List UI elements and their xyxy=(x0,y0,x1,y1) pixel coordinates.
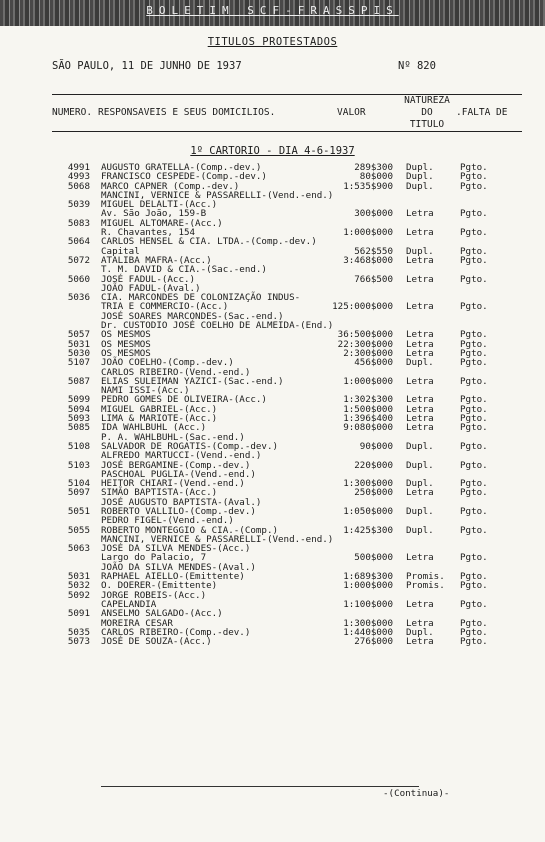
row-party: ROBERTO VALLILO-(Comp.-dev.) xyxy=(101,505,256,517)
row-nature: Letra xyxy=(406,617,434,629)
row-nature: Letra xyxy=(406,636,434,648)
row-reason: Pgto. xyxy=(460,357,488,369)
row-number: 5064 xyxy=(67,236,90,248)
row-value: 1:440$000 xyxy=(343,626,393,638)
col-header-numero: NUMERO. xyxy=(52,107,93,118)
row-nature: Dupl. xyxy=(406,180,434,192)
row-reason: Pgto. xyxy=(460,171,488,183)
row-value: 1:100$000 xyxy=(343,598,393,610)
footer-rule xyxy=(101,786,419,787)
row-party: PEDRO GOMES DE OLIVEIRA-(Acc.) xyxy=(101,394,267,406)
row-nature: Dupl. xyxy=(406,162,434,173)
row-number: 5107 xyxy=(67,357,90,369)
row-party: TRIA E COMMERCIO-(Acc.) xyxy=(101,301,229,313)
row-party: CARLOS HENSEL & CIA. LTDA.-(Comp.-dev.) xyxy=(101,236,317,248)
row-party: PASCHOAL PUGLIA-(Vend.-end.) xyxy=(101,468,256,480)
row-value: 9:080$000 xyxy=(343,422,393,434)
row-number: 5072 xyxy=(67,254,90,266)
row-party: OS MESMOS xyxy=(101,338,151,350)
row-party: Dr. CUSTODIO JOSÉ COELHO DE ALMEIDA-(End.) xyxy=(101,320,334,332)
row-party: HEITOR CHIARI-(Vend.-end.) xyxy=(101,478,245,490)
row-party: MIGUEL ALTOMARE-(Acc.) xyxy=(101,217,223,229)
row-number: 5094 xyxy=(67,403,90,415)
row-number: 5051 xyxy=(67,505,90,517)
row-party: RAPHAEL AIELLO-(Emittente) xyxy=(101,571,245,583)
row-party: CARLOS RIBEIRO-(Comp.-dev.) xyxy=(101,626,251,638)
list-item xyxy=(0,377,545,386)
list-item xyxy=(0,358,545,367)
row-reason: Pgto. xyxy=(460,552,488,564)
row-value: 300$000 xyxy=(354,208,393,220)
row-number: 5085 xyxy=(67,422,90,434)
row-nature: Letra xyxy=(406,273,434,285)
row-party: ANSELMO SALGADO-(Acc.) xyxy=(101,608,223,620)
row-party: AUGUSTO GRATELLA-(Comp.-dev.) xyxy=(101,162,262,173)
row-nature: Letra xyxy=(406,254,434,266)
row-reason: Pgto. xyxy=(460,347,488,359)
row-reason: Pgto. xyxy=(460,394,488,406)
row-number: 5091 xyxy=(67,608,90,620)
row-value: 1:500$000 xyxy=(343,403,393,415)
list-item xyxy=(0,507,545,516)
page-subtitle: TITULOS PROTESTADOS xyxy=(207,36,338,48)
list-item xyxy=(0,275,545,284)
row-value: 1:300$000 xyxy=(343,617,393,629)
row-reason: Pgto. xyxy=(460,273,488,285)
row-party: CIA. MARCONDES DE COLONIZAÇÃO INDUS- xyxy=(101,292,301,304)
row-party: JORGE ROBEIS-(Acc.) xyxy=(101,589,207,601)
row-reason: Pgto. xyxy=(460,571,488,583)
row-party: Largo do Palacio, 7 xyxy=(101,552,207,564)
row-reason: Pgto. xyxy=(460,227,488,239)
row-reason: Pgto. xyxy=(460,617,488,629)
row-number: 5103 xyxy=(67,459,90,471)
row-number: 5097 xyxy=(67,487,90,499)
row-nature: Dupl. xyxy=(406,505,434,517)
row-nature: Letra xyxy=(406,301,434,313)
row-party: P. A. WAHLBUHL-(Sac.-end.) xyxy=(101,431,245,443)
col-header-responsaveis: RESPONSAVEIS E SEUS DOMICILIOS. xyxy=(98,107,276,118)
row-value: 250$000 xyxy=(354,487,393,499)
row-reason: Pgto. xyxy=(460,245,488,257)
row-nature: Letra xyxy=(406,329,434,341)
header-rule-bottom xyxy=(52,131,522,132)
row-party: LIMA & MARIOTE-(Acc.) xyxy=(101,413,218,425)
row-value: 1:425$300 xyxy=(343,524,393,536)
row-reason: Pgto. xyxy=(460,338,488,350)
col-header-natureza-3: TITULO xyxy=(409,119,445,130)
row-party: ATALIBA MAFRA-(Acc.) xyxy=(101,254,212,266)
row-value: 36:500$000 xyxy=(337,329,393,341)
row-number: 5087 xyxy=(67,375,90,387)
row-nature: Letra xyxy=(406,227,434,239)
row-number: 5039 xyxy=(67,199,90,211)
list-item xyxy=(0,442,545,451)
masthead-title: BOLETIM SCF-FRASSPIS xyxy=(146,4,399,17)
row-reason: Pgto. xyxy=(460,413,488,425)
row-value: 80$000 xyxy=(359,171,393,183)
row-reason: Pgto. xyxy=(460,459,488,471)
row-number: 5057 xyxy=(67,329,90,341)
row-party: ELIAS SULEIMAN YAZICI-(Sac.-end.) xyxy=(101,375,284,387)
col-header-valor: VALOR xyxy=(337,107,366,118)
row-nature: Promis. xyxy=(406,580,445,592)
row-number: 5035 xyxy=(67,626,90,638)
row-number: 5108 xyxy=(67,440,90,452)
row-party: OS MESMOS xyxy=(101,347,151,359)
protest-list xyxy=(0,163,545,646)
row-reason: Pgto. xyxy=(460,478,488,490)
row-nature: Letra xyxy=(406,338,434,350)
row-reason: Pgto. xyxy=(460,524,488,536)
row-value: 22:300$000 xyxy=(337,338,393,350)
row-nature: Dupl. xyxy=(406,245,434,257)
row-value: 2:300$000 xyxy=(343,347,393,359)
row-party: IDA WAHLBUHL (Acc.) xyxy=(101,422,207,434)
row-party: O. DOERER-(Emittente) xyxy=(101,580,218,592)
row-nature: Dupl. xyxy=(406,524,434,536)
row-nature: Letra xyxy=(406,487,434,499)
row-value: 276$000 xyxy=(354,636,393,648)
row-party: Capital xyxy=(101,245,140,257)
row-nature: Letra xyxy=(406,347,434,359)
row-reason: Pgto. xyxy=(460,254,488,266)
row-number: 5030 xyxy=(67,347,90,359)
row-party: Av. São João, 159-B xyxy=(101,208,207,220)
row-party: MANCINI, VERNICE & PASSARELLI-(Vend.-end.) xyxy=(101,189,334,201)
row-number: 5063 xyxy=(67,543,90,555)
row-value: 1:000$000 xyxy=(343,375,393,387)
row-number: 5073 xyxy=(67,636,90,648)
row-reason: Pgto. xyxy=(460,598,488,610)
row-party: CAPELANDIA xyxy=(101,598,157,610)
row-number: 5093 xyxy=(67,413,90,425)
row-party: JOSÉ AUGUSTO BAPTISTA-(Aval.) xyxy=(101,496,262,508)
row-reason: Pgto. xyxy=(460,162,488,173)
row-reason: Pgto. xyxy=(460,440,488,452)
row-nature: Dupl. xyxy=(406,459,434,471)
row-nature: Letra xyxy=(406,208,434,220)
row-value: 1:396$400 xyxy=(343,413,393,425)
row-value: 3:468$000 xyxy=(343,254,393,266)
row-party: MOREIRA CESAR xyxy=(101,617,173,629)
row-party: MIGUEL DELALTI-(Acc.) xyxy=(101,199,218,211)
row-nature: Dupl. xyxy=(406,357,434,369)
row-party: JOÃO DA SILVA MENDES-(Aval.) xyxy=(101,561,256,573)
row-party: T. M. DAVID & CIA.-(Sac.-end.) xyxy=(101,264,267,276)
row-number: 4991 xyxy=(67,162,90,173)
row-party: JOSÉ BERGAMINE-(Comp.-dev.) xyxy=(101,459,251,471)
row-value: 289$300 xyxy=(354,162,393,173)
row-party: MANCINI, VERNICE & PASSARELLI-(Vend.-end.) xyxy=(101,533,334,545)
col-header-falta: .FALTA DE xyxy=(456,107,508,118)
row-party: R. Chavantes, 154 xyxy=(101,227,196,239)
row-reason: Pgto. xyxy=(460,403,488,415)
row-number: 5031 xyxy=(67,338,90,350)
row-number: 5060 xyxy=(67,273,90,285)
row-value: 1:535$900 xyxy=(343,180,393,192)
col-header-natureza-1: NATUREZA xyxy=(404,95,450,106)
row-nature: Letra xyxy=(406,375,434,387)
row-nature: Dupl. xyxy=(406,171,434,183)
row-reason: Pgto. xyxy=(460,580,488,592)
row-value: 500$000 xyxy=(354,552,393,564)
row-party: MARCO CAPNER (Comp.-dev.) xyxy=(101,180,240,192)
list-item xyxy=(0,637,545,646)
row-reason: Pgto. xyxy=(460,208,488,220)
list-item xyxy=(0,256,545,265)
row-reason: Pgto. xyxy=(460,636,488,648)
row-party: JOSÉ DE SOUZA-(Acc.) xyxy=(101,636,212,648)
row-reason: Pgto. xyxy=(460,375,488,387)
row-number: 5031 xyxy=(67,571,90,583)
row-reason: Pgto. xyxy=(460,626,488,638)
row-value: 1:300$000 xyxy=(343,478,393,490)
row-nature: Letra xyxy=(406,403,434,415)
row-nature: Dupl. xyxy=(406,478,434,490)
row-value: 1:050$000 xyxy=(343,505,393,517)
row-number: 5055 xyxy=(67,524,90,536)
row-party: JOÃO FADUL-(Aval.) xyxy=(101,282,201,294)
row-party: JOSÉ DA SILVA MENDES-(Acc.) xyxy=(101,543,251,555)
row-nature: Letra xyxy=(406,552,434,564)
row-party: ALFREDO MARTUCCI-(Vend.-end.) xyxy=(101,450,262,462)
row-nature: Dupl. xyxy=(406,626,434,638)
row-reason: Pgto. xyxy=(460,329,488,341)
row-number: 5083 xyxy=(67,217,90,229)
row-party: PEDRO FIGEL-(Vend.-end.) xyxy=(101,515,234,527)
row-nature: Letra xyxy=(406,413,434,425)
col-header-natureza-2: DO xyxy=(421,107,433,118)
row-party: JOÃO COELHO-(Comp.-dev.) xyxy=(101,357,234,369)
row-party: JOSÉ SOARES MARCONDES-(Sac.-end.) xyxy=(101,310,284,322)
row-reason: Pgto. xyxy=(460,180,488,192)
row-value: 125:000$000 xyxy=(332,301,393,313)
row-party: ROBERTO MONTEGGIO & CIA.-(Comp.) xyxy=(101,524,279,536)
row-value: 562$550 xyxy=(354,245,393,257)
row-nature: Promis. xyxy=(406,571,445,583)
row-number: 5099 xyxy=(67,394,90,406)
row-nature: Letra xyxy=(406,394,434,406)
row-number: 5036 xyxy=(67,292,90,304)
row-value: 1:689$300 xyxy=(343,571,393,583)
row-number: 4993 xyxy=(67,171,90,183)
row-party: SALVADOR DE ROGATIS-(Comp.-dev.) xyxy=(101,440,279,452)
row-party: NAMI ISSI-(Acc.) xyxy=(101,385,190,397)
row-reason: Pgto. xyxy=(460,505,488,517)
row-number: 5032 xyxy=(67,580,90,592)
row-party: JOSÉ FADUL-(Acc.) xyxy=(101,273,196,285)
row-party: FRANCISCO CESPEDE-(Comp.-dev.) xyxy=(101,171,267,183)
issue-number: Nº 820 xyxy=(398,60,436,72)
row-value: 220$000 xyxy=(354,459,393,471)
row-value: 456$000 xyxy=(354,357,393,369)
row-number: 5068 xyxy=(67,180,90,192)
row-party: OS MESMOS xyxy=(101,329,151,341)
row-party: MIGUEL GABRIEL-(Acc.) xyxy=(101,403,218,415)
list-item xyxy=(0,488,545,497)
continued-note: -(Continua)- xyxy=(383,788,450,799)
place-date: SÃO PAULO, 11 DE JUNHO DE 1937 xyxy=(52,60,242,72)
row-nature: Dupl. xyxy=(406,440,434,452)
header-rule-top xyxy=(52,94,522,95)
row-party: CARLOS RIBEIRO-(Vend.-end.) xyxy=(101,366,251,378)
list-item xyxy=(0,461,545,470)
row-value: 1:000$000 xyxy=(343,580,393,592)
list-item xyxy=(0,423,545,432)
row-reason: Pgto. xyxy=(460,487,488,499)
row-nature: Letra xyxy=(406,422,434,434)
row-number: 5104 xyxy=(67,478,90,490)
row-party: SIMÃO BAPTISTA-(Acc.) xyxy=(101,487,218,499)
row-value: 766$500 xyxy=(354,273,393,285)
row-number: 5092 xyxy=(67,589,90,601)
row-value: 1:000$000 xyxy=(343,227,393,239)
row-value: 90$000 xyxy=(359,440,393,452)
row-reason: Pgto. xyxy=(460,422,488,434)
section-heading: 1º CARTORIO - DIA 4-6-1937 xyxy=(190,145,355,157)
list-item xyxy=(0,553,545,562)
row-reason: Pgto. xyxy=(460,301,488,313)
row-nature: Letra xyxy=(406,598,434,610)
row-value: 1:302$300 xyxy=(343,394,393,406)
